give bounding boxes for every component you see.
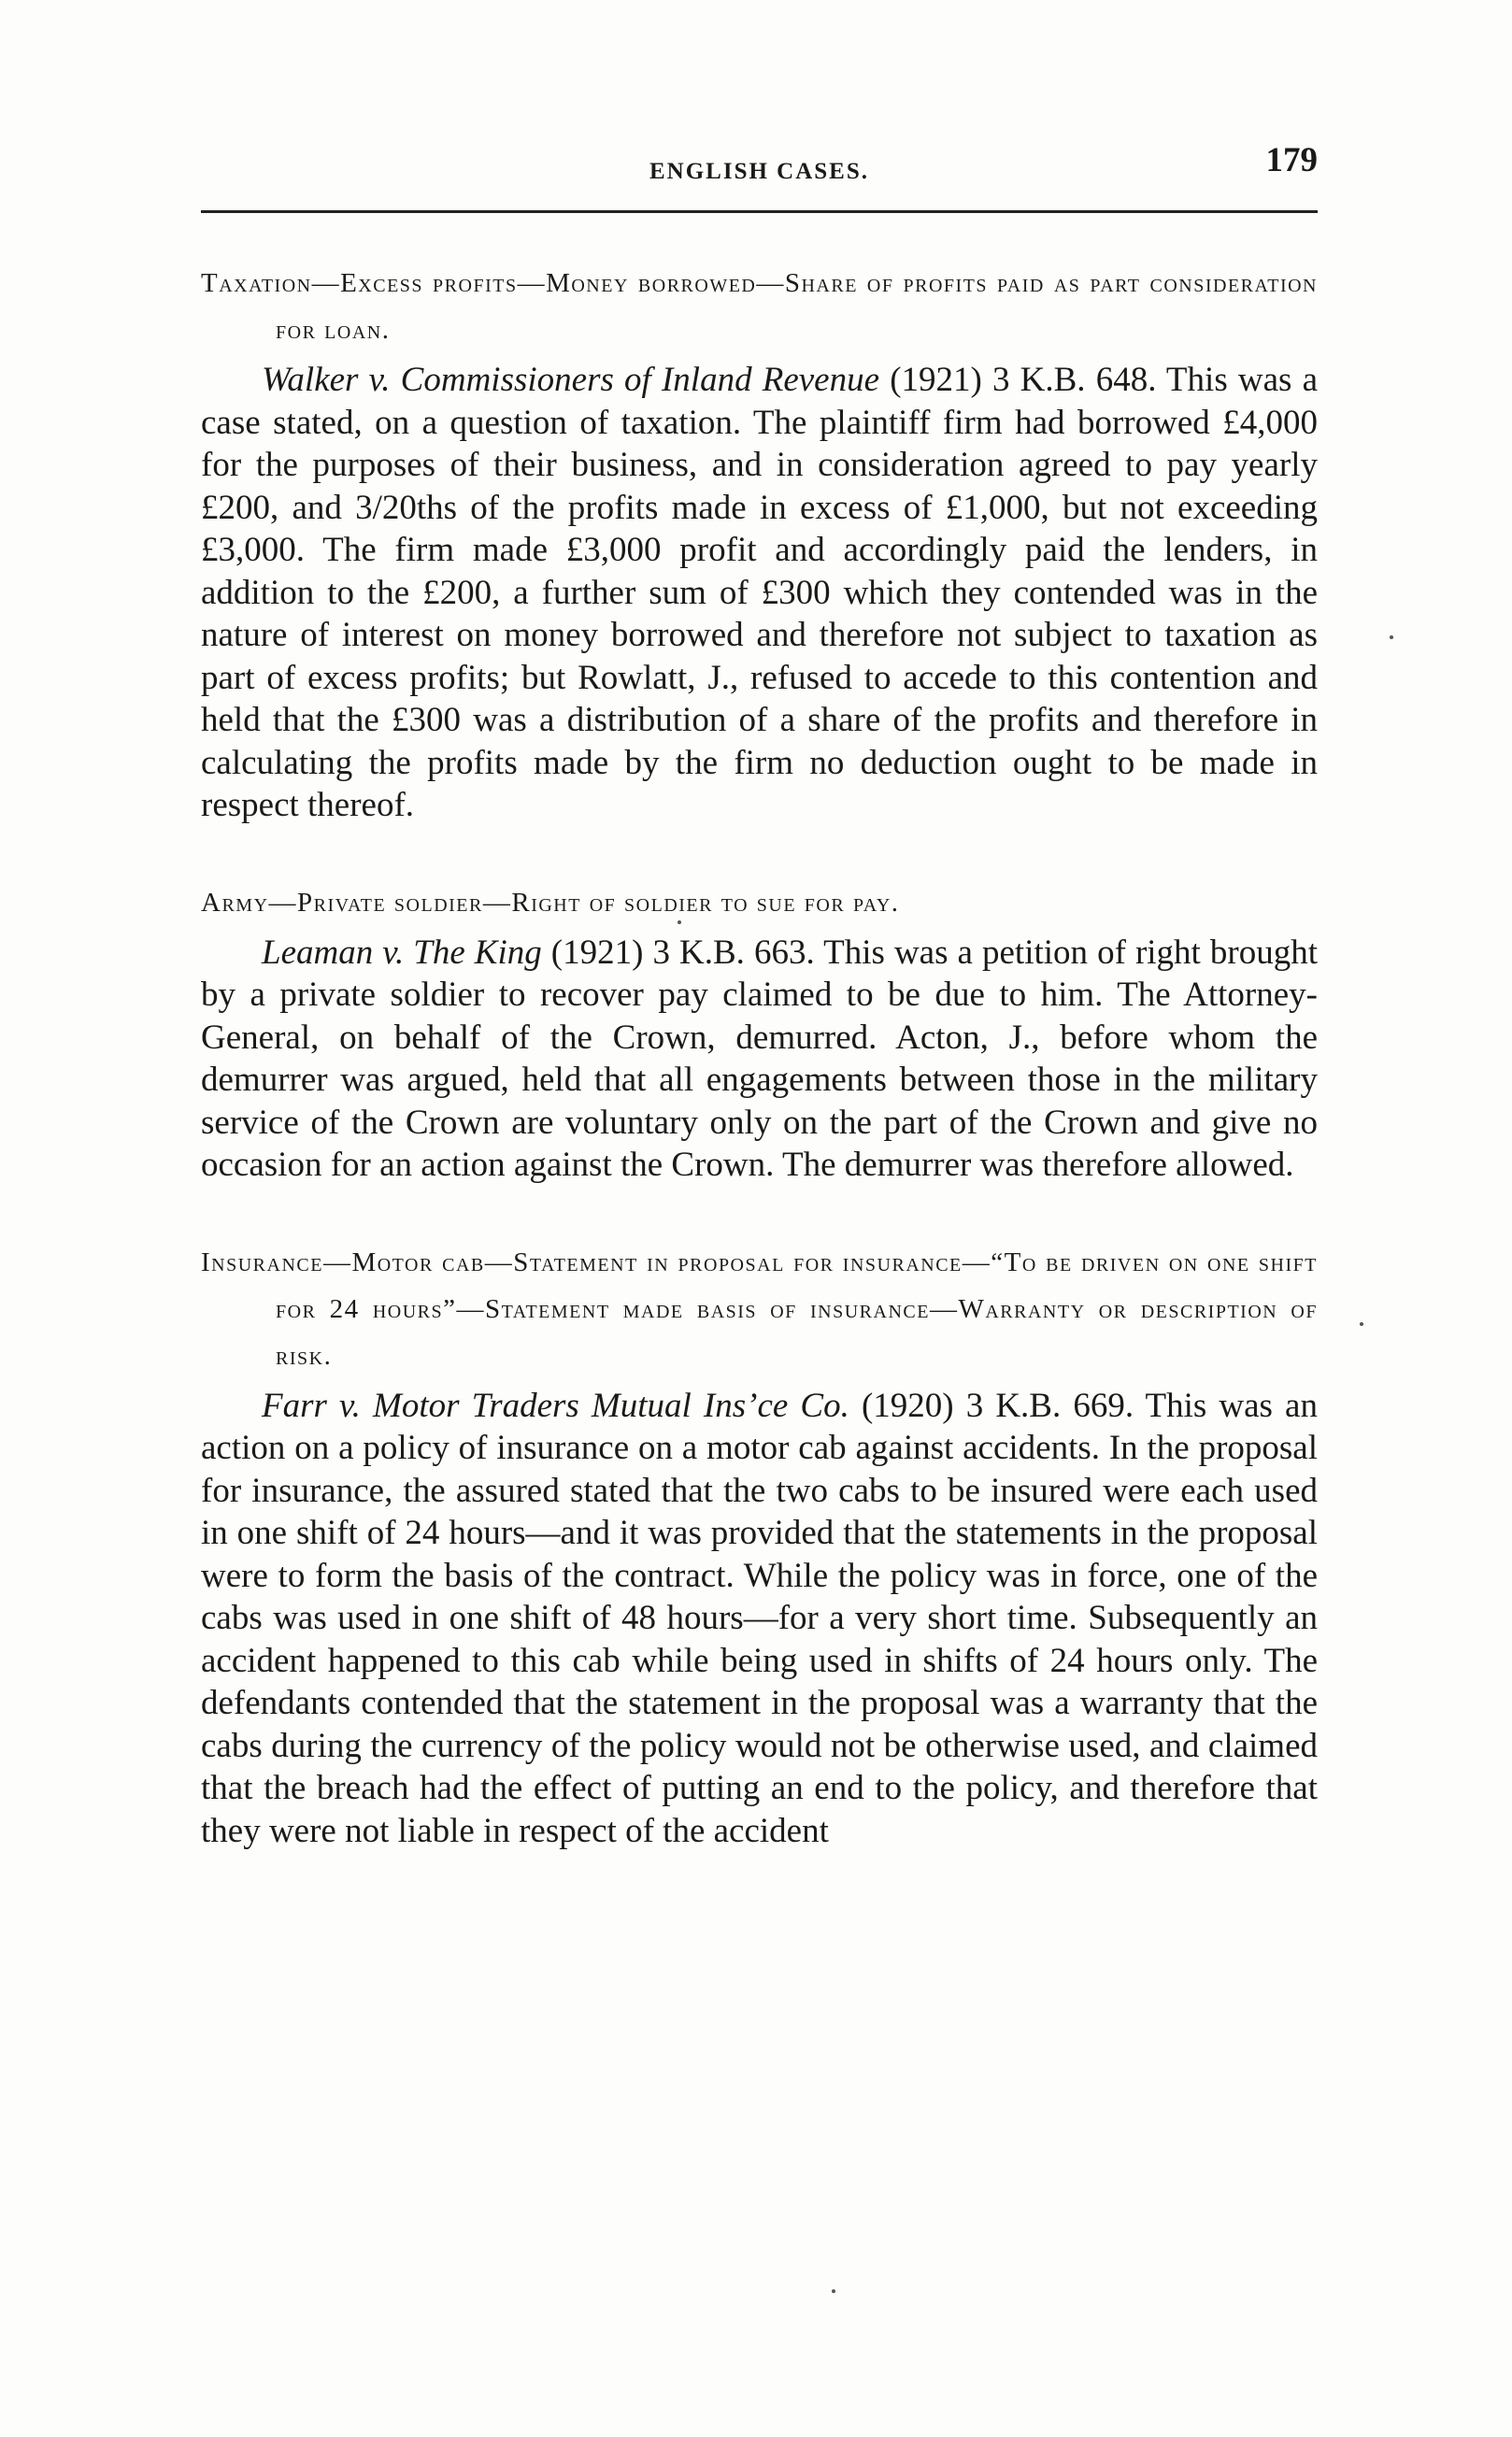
page-content (201, 260, 1318, 1904)
case-heading: Insurance—Motor cab—Statement in proposal for insurance—“To be driven on one shift for 24 hours”—Statement made basis of insurance—Warranty or description of risk. (201, 1247, 1318, 1371)
page-header (201, 140, 1318, 187)
case-name: Farr v. Motor Traders Mutual Ins’ce Co. (262, 1386, 849, 1425)
case-entry (201, 1239, 1318, 1853)
case-name: Leaman v. The King (262, 933, 542, 972)
case-text: (1920) 3 K.B. 669. This was an action on a policy of insurance on a motor cab against accidents. In the proposal for insurance, the assured stated that the two cabs to be insured were each used in one shift of 24 hours—and it was provided that the statements in the proposal were to form the basis of the contract. While the policy was in force, one of the cabs was used in one shift of 48 hours—for a very short time. Subsequently an accident happened to this cab while being used in shifts of 24 hours only. The defendants contended that the statement in the proposal was a warranty that the cabs during the currency of the policy would not be otherwise used, and claimed that the breach had the effect of putting an end to the policy, and therefore that they were not liable in respect of the accident (201, 1386, 1318, 1850)
case-name: Walker v. Commissioners of Inland Revenue (262, 361, 880, 399)
running-head: ENGLISH CASES. (649, 159, 870, 184)
header-rule (201, 210, 1318, 213)
case-heading: Taxation—Excess profits—Money borrowed—Share of profits paid as part consideration for loan. (201, 268, 1318, 345)
case-heading: Army—Private soldier—Right of soldier to sue for pay. (201, 887, 900, 918)
case-text: (1921) 3 K.B. 663. This was a petition of right brought by a private soldier to recover pay claimed to be due to him. The Attorney-General, on behalf of the Crown, demurred. Acton, J., before whom the demurrer was argued, held that all engagements between those in the military service of the Crown are voluntary only on the part of the Crown and give no occasion for an action against the Crown. The demurrer was therefore allowed. (201, 933, 1318, 1184)
scan-speck (1360, 1322, 1363, 1326)
case-entry (201, 260, 1318, 827)
scan-speck (832, 2289, 835, 2293)
case-body (201, 359, 1318, 827)
case-text: (1921) 3 K.B. 648. This was a case stated, on a question of taxation. The plaintiff firm had borrowed £4,000 for the purposes of their business, and in consideration agreed to pay yearly £200, and 3/20ths of the profits made in excess of £1,000, but not exceeding £3,000. The firm made £3,000 profit and accordingly paid the lenders, in addition to the £200, a further sum of £300 which they contended was in the nature of interest on money borrowed and therefore not subject to taxation as part of excess profits; but Rowlatt, J., refused to accede to this contention and held that the £300 was a distribution of a share of the profits and therefore in calculating the profits made by the firm no deduction ought to be made in respect thereof. (201, 361, 1318, 824)
case-entry (201, 879, 1318, 1187)
scan-speck (1390, 635, 1393, 639)
case-body (201, 1385, 1318, 1853)
case-body (201, 932, 1318, 1187)
scan-speck (678, 920, 681, 924)
page-number: 179 (1265, 141, 1318, 179)
